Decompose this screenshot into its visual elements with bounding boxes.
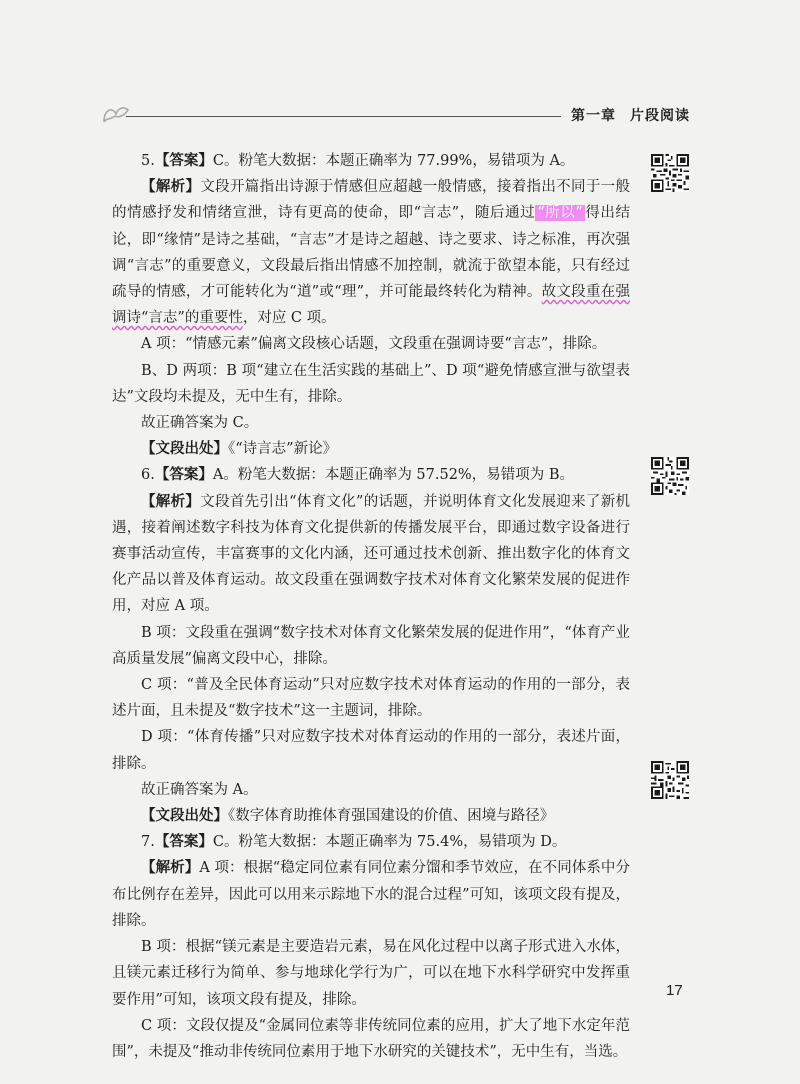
q5-highlight: “所以” bbox=[537, 205, 583, 222]
running-header bbox=[100, 102, 700, 128]
q5-answer-line bbox=[112, 148, 630, 174]
q5-wavy-underline-text: 故文段重在强调诗“言志”的重要性 bbox=[112, 284, 631, 327]
answer-content bbox=[112, 148, 630, 1065]
q6-answer-tag: 【答案】 bbox=[154, 466, 213, 484]
q6-source-text: 《数字体育助推体育强国建设的价值、困境与路径》 bbox=[228, 808, 555, 825]
q6-analysis bbox=[112, 489, 630, 620]
section-title: 片段阅读 bbox=[630, 108, 690, 124]
q6-number: 6. bbox=[141, 467, 155, 484]
q7-analysis-tag: 【解析】 bbox=[141, 859, 200, 877]
q6-source-tag: 【文段出处】 bbox=[141, 807, 228, 825]
q6-option-d: D 项：“体育传播”只对应数字技术对体育运动的作用的一部分，表述片面，排除。 bbox=[112, 729, 630, 772]
q6-source bbox=[112, 803, 630, 829]
q7-answer-text: C。粉笔大数据：本题正确率为 75.4%，易错项为 D。 bbox=[212, 834, 567, 851]
q6-answer-line bbox=[112, 462, 630, 488]
q7-option-c: C 项：文段仅提及“金属同位素等非传统同位素的应用，扩大了地下水定年范围”，未提及“推动非传统同位素用于地下水研究的关键技术”，无中生有，当选。 bbox=[112, 1017, 630, 1060]
q5-analysis-tag: 【解析】 bbox=[141, 178, 201, 196]
q7-answer-tag: 【答案】 bbox=[154, 833, 213, 851]
qr-code-icon[interactable] bbox=[651, 761, 689, 799]
q5-source-tag: 【文段出处】 bbox=[141, 440, 228, 458]
q7-number: 7. bbox=[141, 834, 155, 851]
q5-option-bd: B、D 两项：B 项“建立在生活实践的基础上”、D 项“避免情感宣泄与欲望表达”文段均未提及，无中生有，排除。 bbox=[112, 362, 630, 405]
q5-option-a: A 项：“情感元素”偏离文段核心话题，文段重在强调诗要“言志”，排除。 bbox=[141, 336, 607, 353]
q5-answer-tag: 【答案】 bbox=[154, 152, 213, 169]
q6-answer-text: A。粉笔大数据：本题正确率为 57.52%，易错项为 B。 bbox=[212, 467, 574, 484]
q5-source-text: 《“诗言志”新论》 bbox=[228, 441, 338, 458]
q7-option-a-text: A 项：根据“稳定同位素有同位素分馏和季节效应，在不同体系中分布比例存在差异，因此可以用来示踪地下水的混合过程”可知，该项文段有提及，排除。 bbox=[112, 860, 631, 929]
chapter-number: 第一章 bbox=[571, 108, 616, 124]
q5-analysis-part2: 得出结论，即“缘情”是诗之基础，“言志”才是诗之超越、诗之要求、诗之标准，再次强调“言志”的重要意义，文段最后指出情感不加控制，就流于欲望本能，只有经过疏导的情感，才可能转化为“道”或“理”，并可能最终转化为精神。 bbox=[112, 205, 631, 301]
q5-conclusion: 故正确答案为 C。 bbox=[141, 415, 259, 432]
q6-analysis-tag: 【解析】 bbox=[141, 492, 201, 510]
q6-option-b: B 项：文段重在强调“数字技术对体育文化繁荣发展的促进作用”，“体育产业高质量发展”偏离文段中心，排除。 bbox=[112, 624, 630, 667]
q6-option-c: C 项：“普及全民体育运动”只对应数字技术对体育运动的作用的一部分，表述片面，且未提及“数字技术”这一主题词，排除。 bbox=[112, 677, 630, 720]
q7-answer-line bbox=[112, 829, 630, 855]
q5-analysis-part3: ，对应 C 项。 bbox=[242, 310, 336, 327]
chapter-heading bbox=[561, 105, 690, 125]
leaf-icon bbox=[100, 102, 130, 124]
q5-number: 5. bbox=[141, 153, 155, 169]
q6-analysis-text: 文段首先引出“体育文化”的话题，并说明体育文化发展迎来了新机遇，接着阐述数字科技为体育文化提供新的传播发展平台，即通过数字设备进行赛事活动宣传，丰富赛事的文化内涵，还可通过技术创新、推出数字化的体育文化产品以普及体育运动。故文段重在强调数字技术对体育文化繁荣发展的促进作用，对应 A 项。 bbox=[112, 493, 630, 615]
q5-analysis-part1: 文段开篇指出诗源于情感但应超越一般情感，接着指出不同于一般的情感抒发和情绪宣泄，诗有更高的使命，即“言志”，随后通过 bbox=[112, 179, 630, 222]
q5-answer-text: C。粉笔大数据：本题正确率为 77.99%，易错项为 A。 bbox=[212, 153, 575, 169]
qr-code-icon[interactable] bbox=[651, 457, 689, 495]
page-number: 17 bbox=[666, 982, 683, 999]
q7-option-b: B 项：根据“镁元素是主要造岩元素，易在风化过程中以离子形式进入水体，且镁元素迁移行为简单、参与地球化学行为广，可以在地下水科学研究中发挥重要作用”可知，该项文段有提及，排除。 bbox=[112, 939, 630, 1008]
qr-code-icon[interactable] bbox=[651, 154, 689, 192]
q6-conclusion: 故正确答案为 A。 bbox=[141, 781, 258, 798]
q7-analysis-option-a bbox=[112, 855, 630, 934]
q5-source bbox=[112, 436, 630, 462]
q5-analysis bbox=[112, 174, 630, 331]
